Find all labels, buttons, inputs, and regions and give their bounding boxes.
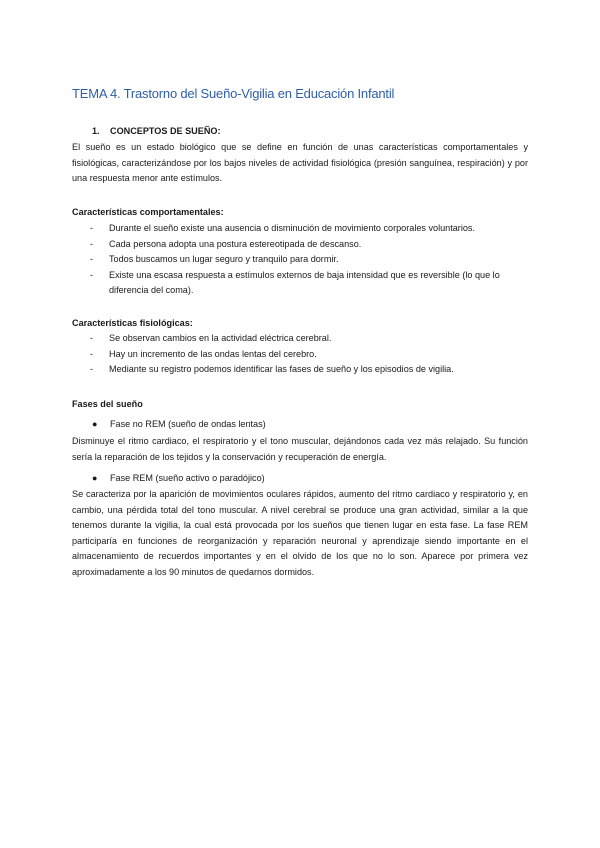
nrem-heading-text: Fase no REM (sueño de ondas lentas) <box>110 419 266 429</box>
nrem-paragraph: Disminuye el ritmo cardiaco, el respiratorio y el tono muscular, dejándonos cada vez más relajado. Su función sería la reparación de los tejidos y la conservación y recuperación de energía. <box>72 436 528 462</box>
dash-marker: - <box>90 348 94 359</box>
bullet-icon: ● <box>92 419 98 429</box>
list-item <box>72 347 528 363</box>
list-item-text: Hay un incremento de las ondas lentas del cerebro. <box>109 348 317 359</box>
section-1-number: 1. <box>92 126 100 136</box>
nrem-heading <box>92 419 266 429</box>
section-1-heading <box>92 126 221 136</box>
list-item <box>72 331 528 347</box>
list-item <box>72 221 528 237</box>
list-item <box>72 252 528 268</box>
dash-marker: - <box>90 333 94 343</box>
behavioral-heading: Características comportamentales: <box>72 207 224 217</box>
section-1-heading-text: CONCEPTOS DE SUEÑO: <box>110 126 221 136</box>
list-item-text: Todos buscamos un lugar seguro y tranquilo para dormir. <box>109 254 339 265</box>
physiological-heading: Características fisiológicas: <box>72 318 193 328</box>
list-item <box>72 362 528 378</box>
list-item-text: Mediante su registro podemos identificar las fases de sueño y los episodios de vigilia. <box>109 364 454 375</box>
dash-marker: - <box>90 364 94 375</box>
dash-marker: - <box>90 238 94 249</box>
list-item-text: Existe una escasa respuesta a estímulos externos de baja intensidad que es reversible (lo que lo diferencia del coma). <box>109 269 500 296</box>
list-item-text: Durante el sueño existe una ausencia o disminución de movimiento corporales voluntarios. <box>109 223 475 233</box>
document-title: TEMA 4. Trastorno del Sueño-Vigilia en Educación Infantil <box>72 86 395 101</box>
list-item-text: Cada persona adopta una postura estereotipada de descanso. <box>109 238 362 249</box>
list-item <box>72 237 528 253</box>
list-item <box>72 268 528 299</box>
rem-paragraph: Se caracteriza por la aparición de movimientos oculares rápidos, aumento del ritmo cardiaco y respiratorio y, en cambio, una pérdida total del tono muscular. A nivel cerebral se produce una gran actividad, similar a la que tenemos durante la vigilia, la cual está provocada por los sueños que tienen lugar en esta fase. La fase REM participaría en funciones de reorganización y reparación neuronal y aprendizaje siendo importante en el almacenamiento de recuerdos importantes y en el olvido de los que no lo son. Aparece por primera vez aproximadamente a los 90 minutos de quedarnos dormidos. <box>72 489 528 577</box>
bullet-icon: ● <box>92 473 98 483</box>
phases-heading: Fases del sueño <box>72 399 143 409</box>
rem-heading-text: Fase REM (sueño activo o paradójico) <box>110 473 265 483</box>
dash-marker: - <box>90 269 94 280</box>
behavioral-list <box>72 221 528 299</box>
rem-heading <box>92 473 265 483</box>
dash-marker: - <box>90 254 94 265</box>
section-1-paragraph: El sueño es un estado biológico que se define en función de unas características comportamentales y fisiológicas, caracterizándose por los bajos niveles de actividad fisiológica (presión sanguínea, respiración) y por una respuesta menor ante estímulos. <box>72 142 528 184</box>
list-item-text: Se observan cambios en la actividad eléctrica cerebral. <box>109 333 332 343</box>
dash-marker: - <box>90 223 94 233</box>
physiological-list <box>72 331 528 378</box>
